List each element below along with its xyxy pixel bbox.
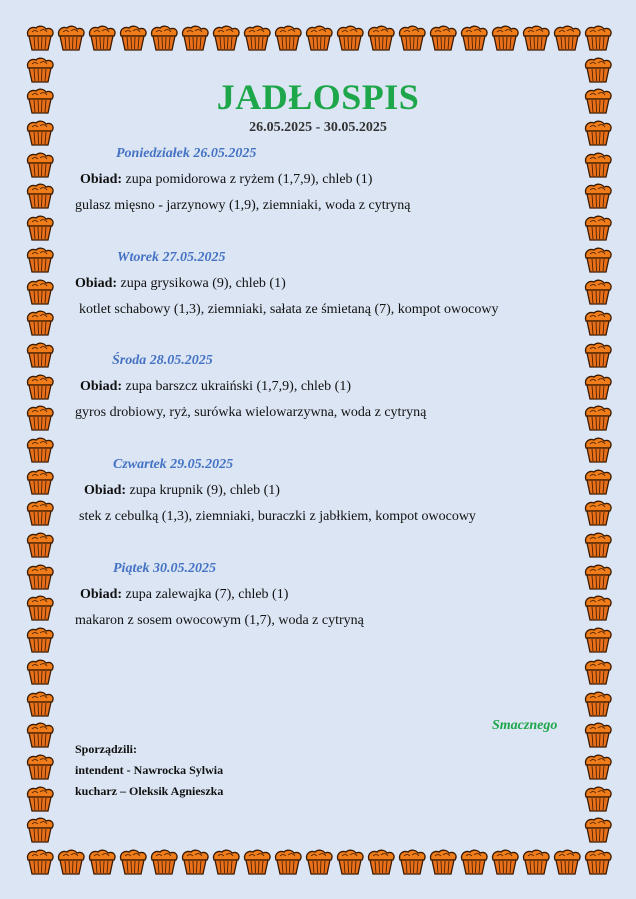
day-line-thursday-2: stek z cebulką (1,3), ziemniaki, buraczki z jabłkiem, kompot owocowy [79,509,476,524]
day-line-friday-1 [80,587,288,603]
soup-text: zupa barszcz ukraiński (1,7,9), chleb (1) [125,379,351,394]
day-heading-thursday: Czwartek 29.05.2025 [113,457,234,472]
page-title: JADŁOSPIS [216,77,420,117]
day-line-wednesday-2: gyros drobiowy, ryż, surówka wielowarzywna, woda z cytryną [75,405,427,420]
closing-text: Smacznego [492,718,558,733]
day-line-monday-2: gulasz mięsno - jarzynowy (1,9), ziemniaki, woda z cytryną [75,198,411,213]
day-line-wednesday-1 [80,379,351,395]
soup-text: zupa grysikowa (9), chleb (1) [120,276,286,291]
soup-text: zupa krupnik (9), chleb (1) [129,483,280,498]
obiad-label: Obiad: [80,172,123,187]
signature-intendent: intendent - Nawrocka Sylwia [75,763,224,777]
day-heading-tuesday: Wtorek 27.05.2025 [117,250,226,265]
obiad-label: Obiad: [75,276,118,291]
day-heading-monday: Poniedziałek 26.05.2025 [116,146,257,161]
date-range: 26.05.2025 - 30.05.2025 [249,120,387,135]
day-line-tuesday-2: kotlet schabowy (1,3), ziemniaki, sałata ze śmietaną (7), kompot owocowy [79,302,499,317]
signature-kucharz: kucharz – Oleksik Agnieszka [75,784,224,798]
day-heading-friday: Piątek 30.05.2025 [113,561,217,576]
day-line-tuesday-1 [75,276,286,292]
obiad-label: Obiad: [80,587,123,602]
soup-text: zupa zalewajka (7), chleb (1) [125,587,289,602]
obiad-label: Obiad: [84,483,127,498]
day-line-thursday-1 [84,483,280,499]
day-line-friday-2: makaron z sosem owocowym (1,7), woda z cytryną [75,613,364,628]
obiad-label: Obiad: [80,379,123,394]
day-line-monday-1 [80,172,372,188]
soup-text: zupa pomidorowa z ryżem (1,7,9), chleb (1) [125,172,373,187]
signature-label: Sporządzili: [75,742,137,756]
day-heading-wednesday: Środa 28.05.2025 [112,353,213,368]
